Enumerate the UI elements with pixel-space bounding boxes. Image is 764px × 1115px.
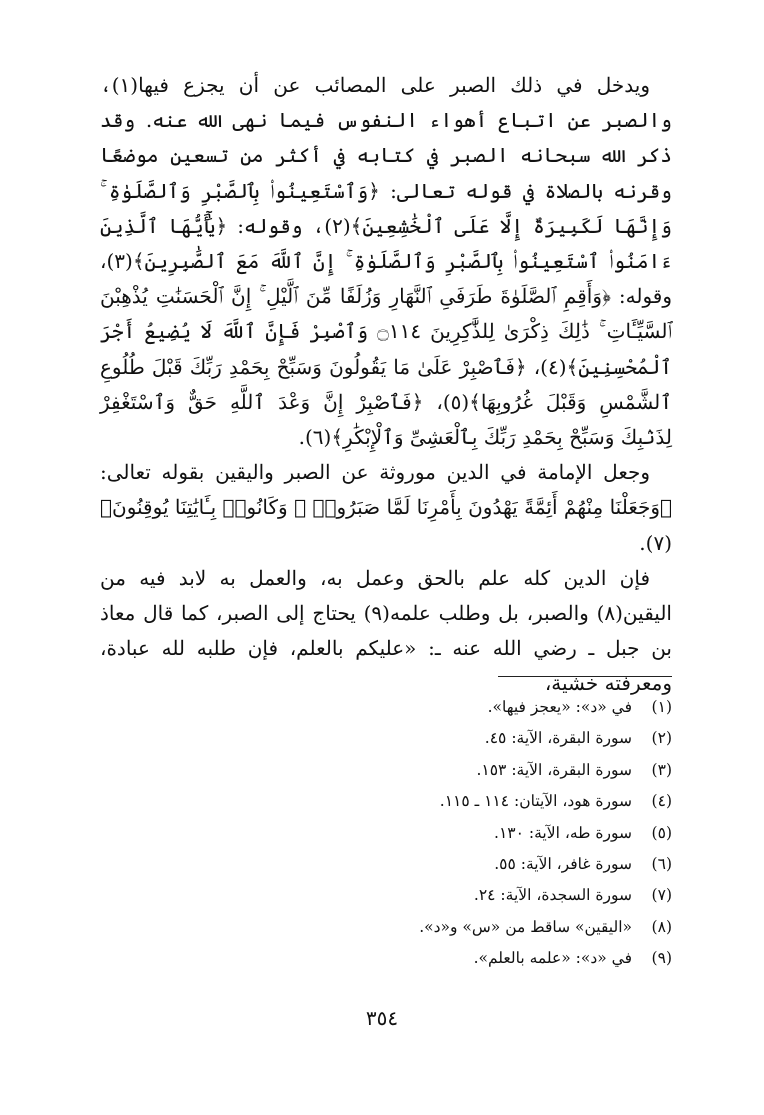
footnote-number: (٢) [651, 729, 672, 748]
footnote-number: (٣) [651, 760, 672, 779]
footnote-text: سورة السجدة، الآية: ٢٤. [473, 886, 632, 905]
paragraph: وجعل الإمامة في الدين موروثة عن الصبر واليقين بقوله تعالى: ﴿وَجَعَلْنَا مِنْهُمْ أَئِمَّةً يَهْدُونَ بِأَمْرِنَا لَمَّا صَبَرُوا۟ ۖ وَكَانُوا۟ بِـَٔايَٰتِنَا يُوقِنُونَ﴾(٧). [100, 460, 672, 555]
footnote-number: (٥) [651, 823, 672, 842]
footnote-item [112, 786, 672, 817]
footnote-number: (٤) [651, 792, 672, 811]
footnotes [112, 692, 672, 975]
footnote-item [112, 912, 672, 943]
footnote-item [112, 723, 672, 754]
footnote-item [112, 880, 672, 911]
footnote-number: (٧) [651, 886, 672, 905]
footnote-text: في «د»: «يعجز فيها». [487, 698, 632, 716]
footnote-item [112, 818, 672, 849]
footnote-text: سورة البقرة، الآية: ٤٥. [484, 729, 632, 748]
paragraph: فإن الدين كله علم بالحق وعمل به، والعمل به لابد فيه من اليقين(٨) والصبر، بل وطلب علمه(٩) يحتاج إلى الصبر، كما قال معاذ بن جبل ـ رضي الله عنه ـ: «عليكم بالعلم، فإن طلبه لله عبادة، ومعرفته خشية، [100, 565, 672, 696]
footnote-text: سورة غافر، الآية: ٥٥. [494, 855, 632, 874]
paragraph: ويدخل في ذلك الصبر على المصائب عن أن يجزع فيها(١)، والصبر عن اتباع أهواء النفوس فيما نهى الله عنه. وقد ذكر الله سبحانه الصبر في كتابه في أكثر من تسعين موضعًا وقرنه بالصلاة في قوله تعالى: ﴿وَٱسْتَعِينُوا۟ بِٱلصَّبْرِ وَٱلصَّلَوٰةِ ۚ وَإِنَّهَا لَكَبِيرَةٌ إِلَّا عَلَى ٱلْخَٰشِعِينَ﴾(٢)، وقوله: ﴿يَٰٓأَيُّهَا ٱلَّذِينَ ءَامَنُوا۟ ٱسْتَعِينُوا۟ بِٱلصَّبْرِ وَٱلصَّلَوٰةِ ۚ إِنَّ ٱللَّهَ مَعَ ٱلصَّٰبِرِينَ﴾(٣)، وقوله: ﴿وَأَقِمِ ٱلصَّلَوٰةَ طَرَفَىِ ٱلنَّهَارِ وَزُلَفًا مِّنَ ٱلَّيْلِ ۚ إِنَّ ٱلْحَسَنَٰتِ يُذْهِبْنَ ٱلسَّيِّـَٔاتِ ۚ ذَٰلِكَ ذِكْرَىٰ لِلذَّٰكِرِينَ ۝١١٤ وَٱصْبِرْ فَإِنَّ ٱللَّهَ لَا يُضِيعُ أَجْرَ ٱلْمُحْسِنِينَ﴾(٤)، ﴿فَٱصْبِرْ عَلَىٰ مَا يَقُولُونَ وَسَبِّحْ بِحَمْدِ رَبِّكَ قَبْلَ طُلُوعِ ٱلشَّمْسِ وَقَبْلَ غُرُوبِهَا﴾(٥)، ﴿فَٱصْبِرْ إِنَّ وَعْدَ ٱللَّهِ حَقٌّ وَٱسْتَغْفِرْ لِذَنۢبِكَ وَسَبِّحْ بِحَمْدِ رَبِّكَ بِٱلْعَشِىِّ وَٱلْإِبْكَٰرِ﴾(٦). [100, 73, 672, 450]
footnote-text: في «د»: «علمه بالعلم». [473, 949, 632, 968]
footnote-text: سورة هود، الآيتان: ١١٤ ـ ١١٥. [439, 792, 632, 811]
footnote-number: (٨) [651, 917, 672, 936]
footnote-number: (٦) [651, 855, 672, 874]
footnote-item [112, 943, 672, 974]
footnote-text: سورة طه، الآية: ١٣٠. [494, 823, 632, 842]
footnote-item [112, 692, 672, 723]
footnote-text: «اليقين» ساقط من «س» و«د». [419, 917, 632, 936]
footnote-separator [498, 676, 672, 677]
page-number: ٣٥٤ [365, 1006, 399, 1030]
body-text [100, 68, 672, 702]
footnote-number: (٩) [651, 949, 672, 968]
footnote-text: سورة البقرة، الآية: ١٥٣. [476, 760, 632, 779]
footnote-item [112, 849, 672, 880]
footnote-number: (١) [651, 698, 672, 716]
footnote-item [112, 755, 672, 786]
